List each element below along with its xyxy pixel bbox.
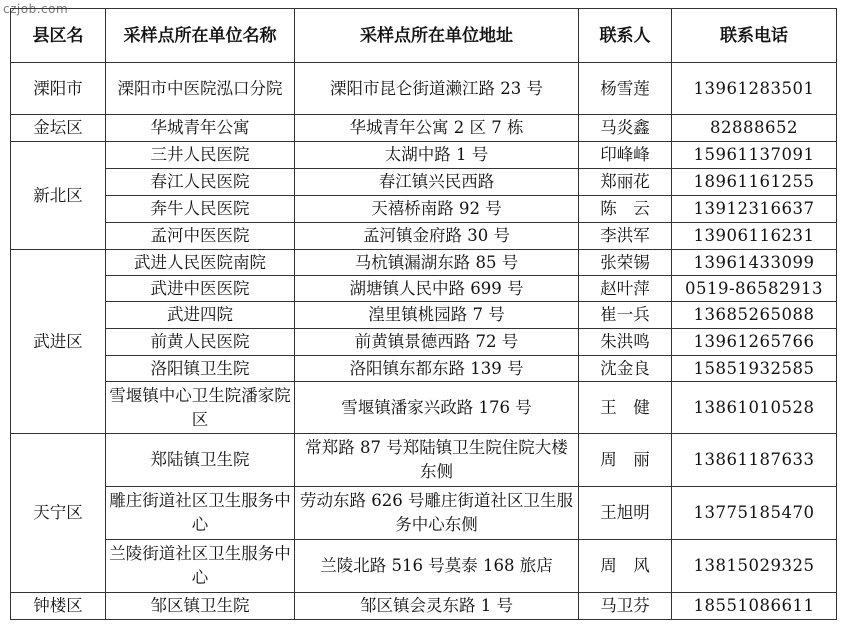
phone-cell: 13961433099 bbox=[672, 250, 837, 276]
district-cell: 金坛区 bbox=[11, 115, 106, 142]
district-cell: 溧阳市 bbox=[11, 63, 106, 115]
watermark-text: czjob.com bbox=[3, 2, 69, 16]
contact-cell: 周 风 bbox=[579, 540, 672, 593]
phone-cell: 15961137091 bbox=[672, 142, 837, 169]
table-row bbox=[11, 540, 837, 593]
contact-cell: 杨雪莲 bbox=[579, 63, 672, 115]
unit-address-cell: 孟河镇金府路 30 号 bbox=[295, 223, 579, 250]
contact-cell: 马卫芬 bbox=[579, 593, 672, 620]
unit-name-cell: 奔牛人民医院 bbox=[106, 196, 295, 223]
unit-name-cell: 武进中医医院 bbox=[106, 276, 295, 302]
table-row bbox=[11, 302, 837, 329]
phone-cell: 18551086611 bbox=[672, 593, 837, 620]
district-cell: 武进区 bbox=[11, 250, 106, 434]
phone-cell: 13906116231 bbox=[672, 223, 837, 250]
contact-cell: 沈金良 bbox=[579, 356, 672, 382]
unit-address-cell: 劳动东路 626 号雕庄街道社区卫生服务中心东侧 bbox=[295, 487, 579, 540]
phone-cell: 13961265766 bbox=[672, 329, 837, 356]
unit-address-cell: 兰陵北路 516 号莫泰 168 旅店 bbox=[295, 540, 579, 593]
contact-cell: 周 丽 bbox=[579, 434, 672, 487]
phone-cell: 13961283501 bbox=[672, 63, 837, 115]
unit-address-cell: 湟里镇桃园路 7 号 bbox=[295, 302, 579, 329]
unit-name-cell: 邹区镇卫生院 bbox=[106, 593, 295, 620]
unit-address-cell: 洛阳镇东都东路 139 号 bbox=[295, 356, 579, 382]
phone-cell: 13861187633 bbox=[672, 434, 837, 487]
contact-cell: 印峰峰 bbox=[579, 142, 672, 169]
phone-cell: 0519-86582913 bbox=[672, 276, 837, 302]
unit-address-cell: 雪堰镇潘家兴政路 176 号 bbox=[295, 382, 579, 434]
table-row bbox=[11, 142, 837, 169]
table-row bbox=[11, 115, 837, 142]
table-row bbox=[11, 223, 837, 250]
contact-cell: 郑丽花 bbox=[579, 169, 672, 196]
unit-name-cell: 武进四院 bbox=[106, 302, 295, 329]
unit-address-cell: 春江镇兴民西路 bbox=[295, 169, 579, 196]
table-row bbox=[11, 356, 837, 382]
table-row bbox=[11, 276, 837, 302]
unit-name-cell: 前黄人民医院 bbox=[106, 329, 295, 356]
contact-cell: 赵叶萍 bbox=[579, 276, 672, 302]
contact-cell: 马炎鑫 bbox=[579, 115, 672, 142]
table-row bbox=[11, 593, 837, 620]
table-row bbox=[11, 329, 837, 356]
contact-cell: 张荣锡 bbox=[579, 250, 672, 276]
unit-address-cell: 华城青年公寓 2 区 7 栋 bbox=[295, 115, 579, 142]
unit-name-cell: 雪堰镇中心卫生院潘家院区 bbox=[106, 382, 295, 434]
phone-cell: 13861010528 bbox=[672, 382, 837, 434]
contact-cell: 朱洪鸣 bbox=[579, 329, 672, 356]
contact-cell: 李洪军 bbox=[579, 223, 672, 250]
unit-address-cell: 太湖中路 1 号 bbox=[295, 142, 579, 169]
phone-cell: 15851932585 bbox=[672, 356, 837, 382]
contact-cell: 王旭明 bbox=[579, 487, 672, 540]
header-contact: 联系人 bbox=[579, 9, 672, 63]
district-cell: 钟楼区 bbox=[11, 593, 106, 620]
table-row bbox=[11, 250, 837, 276]
unit-name-cell: 洛阳镇卫生院 bbox=[106, 356, 295, 382]
unit-name-cell: 溧阳市中医院泓口分院 bbox=[106, 63, 295, 115]
header-phone: 联系电话 bbox=[672, 9, 837, 63]
header-district: 县区名 bbox=[11, 9, 106, 63]
unit-address-cell: 常郑路 87 号郑陆镇卫生院住院大楼东侧 bbox=[295, 434, 579, 487]
unit-name-cell: 三井人民医院 bbox=[106, 142, 295, 169]
contact-cell: 王 健 bbox=[579, 382, 672, 434]
table-row bbox=[11, 169, 837, 196]
unit-address-cell: 湖塘镇人民中路 699 号 bbox=[295, 276, 579, 302]
phone-cell: 18961161255 bbox=[672, 169, 837, 196]
table-row bbox=[11, 63, 837, 115]
phone-cell: 13912316637 bbox=[672, 196, 837, 223]
unit-name-cell: 兰陵街道社区卫生服务中心 bbox=[106, 540, 295, 593]
header-unit-address: 采样点所在单位地址 bbox=[295, 9, 579, 63]
table-row bbox=[11, 434, 837, 487]
phone-cell: 13775185470 bbox=[672, 487, 837, 540]
sampling-sites-table bbox=[10, 8, 837, 620]
unit-name-cell: 武进人民医院南院 bbox=[106, 250, 295, 276]
unit-address-cell: 天禧桥南路 92 号 bbox=[295, 196, 579, 223]
contact-cell: 崔一兵 bbox=[579, 302, 672, 329]
unit-name-cell: 雕庄街道社区卫生服务中心 bbox=[106, 487, 295, 540]
table-row bbox=[11, 487, 837, 540]
contact-cell: 陈 云 bbox=[579, 196, 672, 223]
table-row bbox=[11, 196, 837, 223]
phone-cell: 13815029325 bbox=[672, 540, 837, 593]
district-cell: 天宁区 bbox=[11, 434, 106, 593]
unit-name-cell: 郑陆镇卫生院 bbox=[106, 434, 295, 487]
table-row bbox=[11, 382, 837, 434]
district-cell: 新北区 bbox=[11, 142, 106, 250]
header-unit-name: 采样点所在单位名称 bbox=[106, 9, 295, 63]
phone-cell: 13685265088 bbox=[672, 302, 837, 329]
unit-name-cell: 华城青年公寓 bbox=[106, 115, 295, 142]
unit-address-cell: 马杭镇漏湖东路 85 号 bbox=[295, 250, 579, 276]
phone-cell: 82888652 bbox=[672, 115, 837, 142]
unit-address-cell: 邹区镇会灵东路 1 号 bbox=[295, 593, 579, 620]
unit-address-cell: 前黄镇景德西路 72 号 bbox=[295, 329, 579, 356]
unit-address-cell: 溧阳市昆仑街道濑江路 23 号 bbox=[295, 63, 579, 115]
unit-name-cell: 孟河中医医院 bbox=[106, 223, 295, 250]
unit-name-cell: 春江人民医院 bbox=[106, 169, 295, 196]
table-header-row bbox=[11, 9, 837, 63]
